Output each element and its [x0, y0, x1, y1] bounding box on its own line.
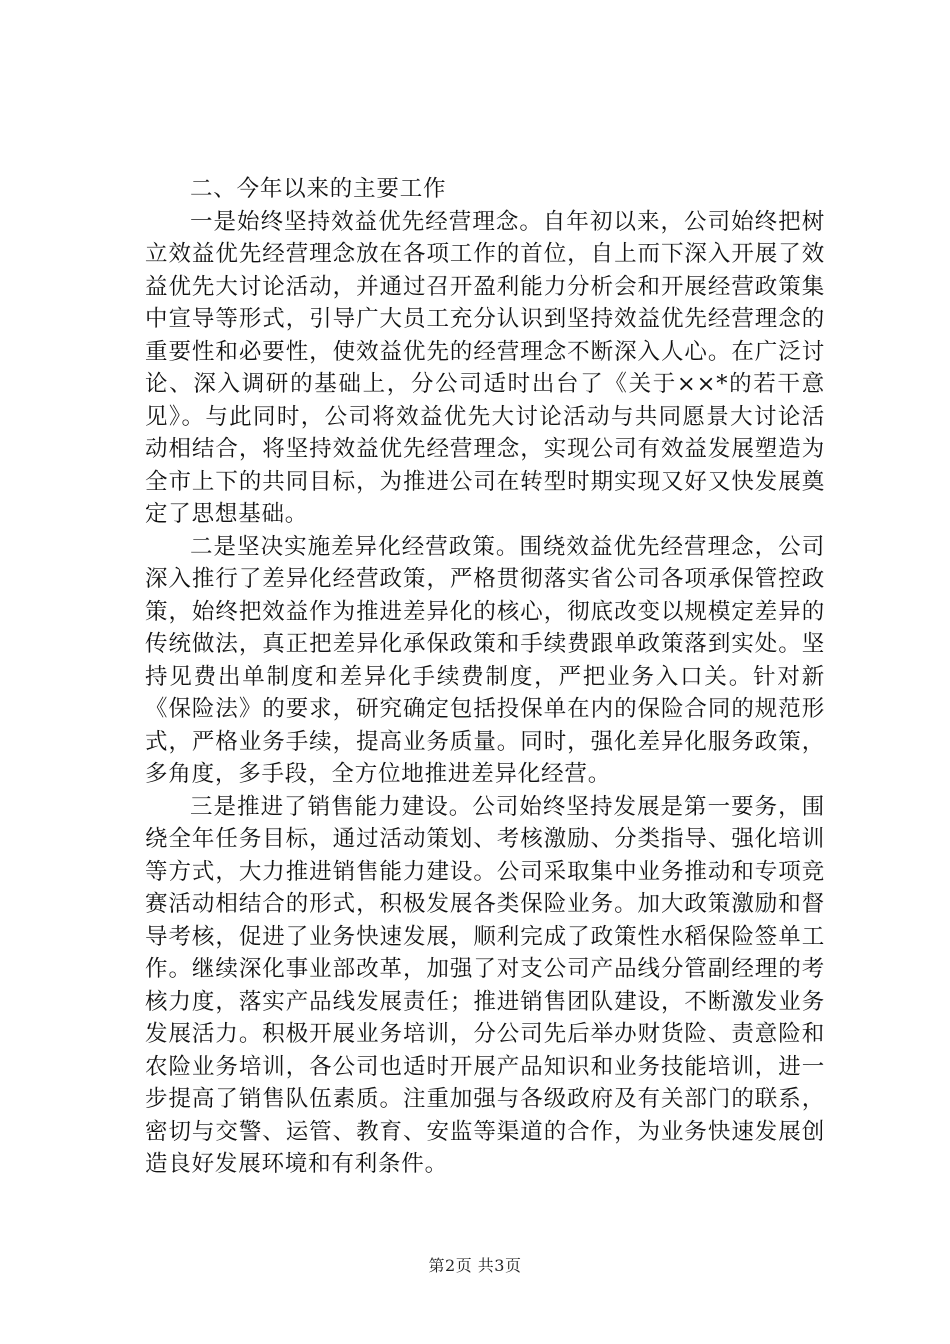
- document-body: [145, 173, 825, 1181]
- page-footer: 第2页 共3页: [428, 1256, 522, 1275]
- paragraph-3: 三是推进了销售能力建设。公司始终坚持发展是第一要务，围绕全年任务目标，通过活动策划、考核激励、分类指导、强化培训等方式，大力推进销售能力建设。公司采取集中业务推动和专项竞赛活动相结合的形式，积极发展各类保险业务。加大政策激励和督导考核，促进了业务快速发展，顺利完成了政策性水稻保险签单工作。继续深化事业部改革，加强了对支公司产品线分管副经理的考核力度，落实产品线发展责任；推进销售团队建设，不断激发业务发展活力。积极开展业务培训，分公司先后举办财货险、责意险和农险业务培训，各公司也适时开展产品知识和业务技能培训，进一步提高了销售队伍素质。注重加强与各级政府及有关部门的联系，密切与交警、运管、教育、安监等渠道的合作，为业务快速发展创造良好发展环境和有利条件。: [145, 793, 825, 1177]
- paragraph-2: 二是坚决实施差异化经营政策。围绕效益优先经营理念，公司深入推行了差异化经营政策，严格贯彻落实省公司各项承保管控政策，始终把效益作为推进差异化的核心，彻底改变以规模定差异的传统做法，真正把差异化承保政策和手续费跟单政策落到实处。坚持见费出单制度和差异化手续费制度，严把业务入口关。针对新《保险法》的要求，研究确定包括投保单在内的保险合同的规范形式，严格业务手续，提高业务质量。同时，强化差异化服务政策，多角度，多手段，全方位地推进差异化经营。: [145, 533, 825, 787]
- section-heading: 二、今年以来的主要工作: [190, 176, 447, 202]
- paragraph-1: 一是始终坚持效益优先经营理念。自年初以来，公司始终把树立效益优先经营理念放在各项工作的首位，自上而下深入开展了效益优先大讨论活动，并通过召开盈利能力分析会和开展经营政策集中宣导等形式，引导广大员工充分认识到坚持效益优先经营理念的重要性和必要性，使效益优先的经营理念不断深入人心。在广泛讨论、深入调研的基础上，分公司适时出台了《关于××*的若干意见》。与此同时，公司将效益优先大讨论活动与共同愿景大讨论活动相结合，将坚持效益优先经营理念，实现公司有效益发展塑造为全市上下的共同目标，为推进公司在转型时期实现又好又快发展奠定了思想基础。: [145, 208, 825, 527]
